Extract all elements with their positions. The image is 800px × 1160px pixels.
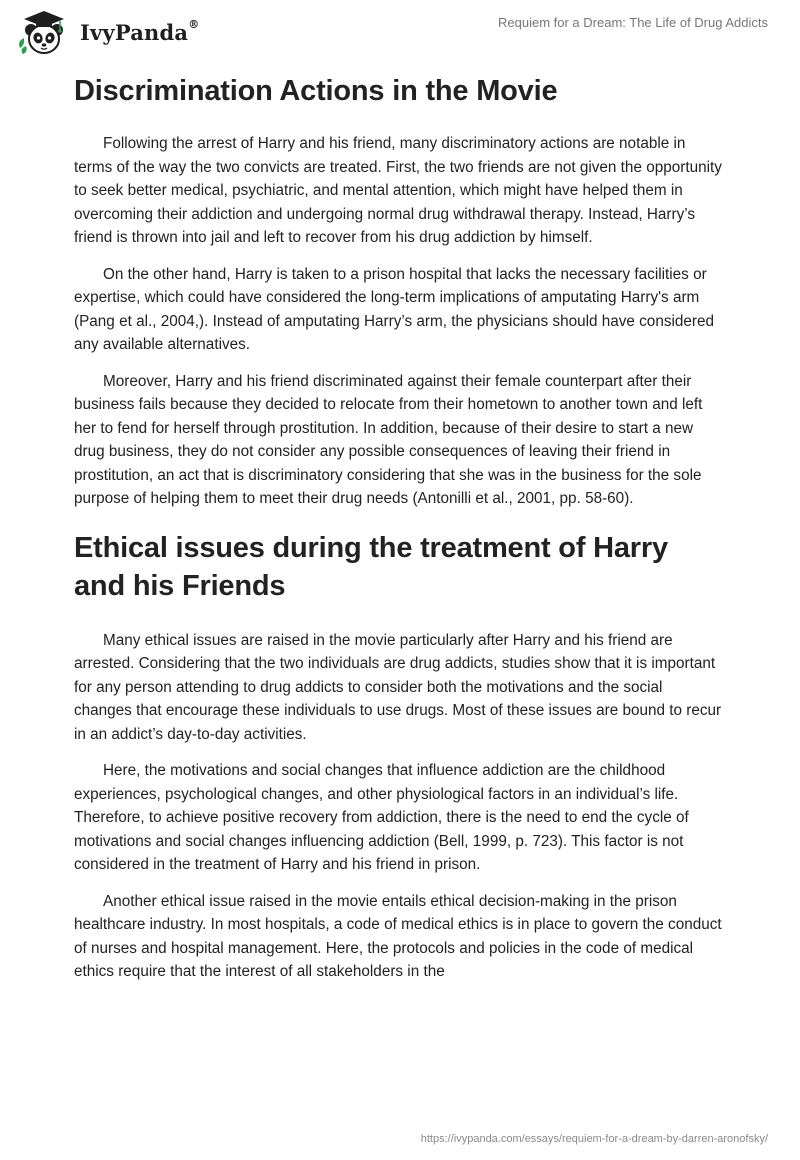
paragraph: Following the arrest of Harry and his friend, many discriminatory actions are notable in terms of the way the two convicts are treated. First, the two friends are not given the opportunity to seek better medical, psychiatric, and mental attention, which might have helped them in overcoming their addiction and undergoing normal drug withdrawal therapy. Instead, Harry’s friend is thrown into jail and left to recover from his drug addiction by himself. [74, 135, 722, 246]
paragraph: On the other hand, Harry is taken to a prison hospital that lacks the necessary facilities or expertise, which could have considered the long-term implications of amputating Harry's arm (Pang et al., 2004,). Instead of amputating Harry’s arm, the physicians should have considered any available alternatives. [74, 265, 714, 353]
paragraph: Moreover, Harry and his friend discriminated against their female counterpart after their business fails because they decided to relocate from their hometown to another town and left her to fend for herself through prostitution. In addition, because of their desire to start a new drug business, they do not consider any possible consequences of leaving their friend in prostitution, an act that is discriminatory considering that she was in the business for the sole purpose of helping them to meet their drug needs (Antonilli et al., 2001, pp. 58-60). [74, 372, 703, 507]
brand-name: IvyPanda® [80, 17, 200, 45]
essay-content [74, 72, 724, 997]
section-heading: Discrimination Actions in the Movie [74, 75, 558, 107]
paragraph: Many ethical issues are raised in the movie particularly after Harry and his friend are arrested. Considering that the two individuals are drug addicts, studies show that it is important for any person attending to drug addicts to consider both the motivations and the social changes that encourage these individuals to use drugs. Most of these issues are bound to recur in an addict’s day-to-day activities. [74, 631, 722, 743]
document-title: Requiem for a Dream: The Life of Drug Addicts [498, 15, 768, 30]
page-header [0, 0, 800, 70]
paragraph: Another ethical issue raised in the movie entails ethical decision-making in the prison healthcare industry. In most hospitals, a code of medical ethics is in place to govern the conduct of nurses and hospital management. Here, the protocols and policies in the code of medical ethics require that the interest of all stakeholders in the [74, 892, 722, 980]
ivypanda-logo[interactable] [14, 8, 199, 58]
panda-graduate-icon [14, 8, 74, 58]
source-url[interactable]: https://ivypanda.com/essays/requiem-for-a-dream-by-darren-aronofsky/ [420, 1133, 768, 1145]
paragraph: Here, the motivations and social changes that influence addiction are the childhood experiences, psychological changes, and other physiological factors in an individual’s life. Therefore, to achieve positive recovery from addiction, there is the need to end the cycle of motivations and social changes influencing addiction (Bell, 1999, p. 723). This factor is not considered in the treatment of Harry and his friend in prison. [74, 762, 689, 873]
registered-mark: ® [188, 17, 200, 31]
section-heading: Ethical issues during the treatment of Harry and his Friends [74, 531, 668, 602]
